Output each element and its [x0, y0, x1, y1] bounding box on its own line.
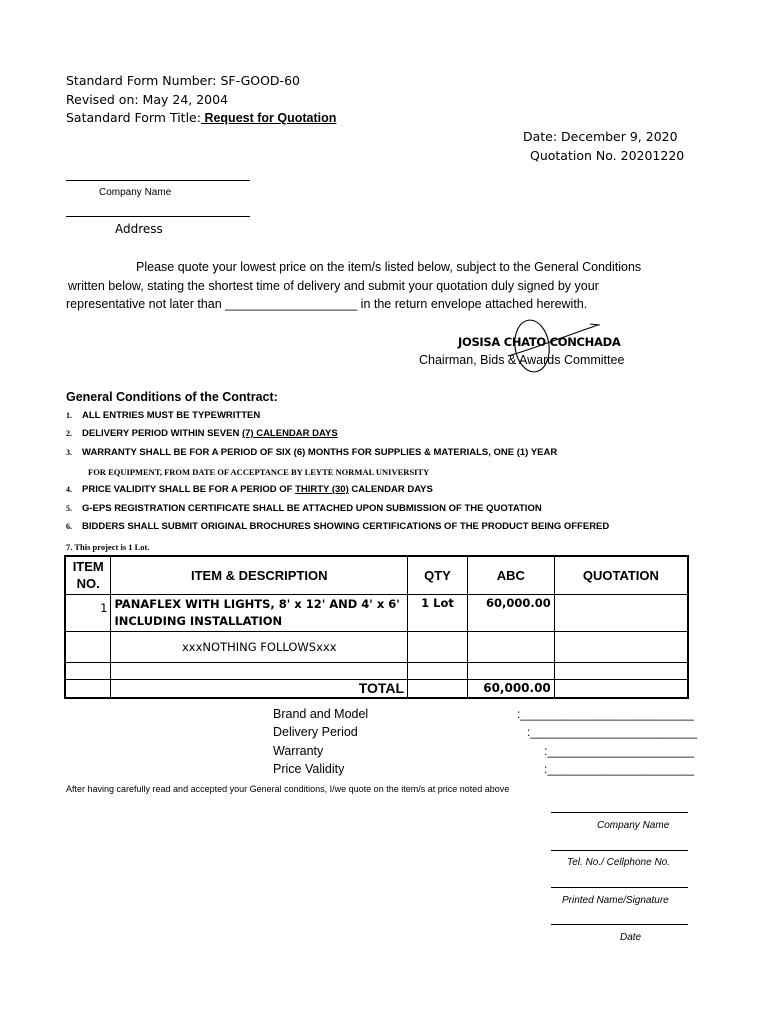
- row-abc: 60,000.00: [467, 594, 554, 631]
- condition-1: 1. ALL ENTRIES MUST BE TYPEWRITTEN: [66, 410, 261, 421]
- intro-line-2: written below, stating the shortest time of delivery and submit your quotation duly signed by your: [68, 279, 599, 293]
- intro-line-1: Please quote your lowest price on the item/s listed below, subject to the General Conditions: [136, 260, 642, 274]
- term-brand-label: Brand and Model: [273, 707, 369, 721]
- condition-3-continued: FOR EQUIPMENT, FROM DATE OF ACCEPTANCE BY LEYTE NORMAL UNIVERSITY: [88, 467, 430, 477]
- company-name-line: [66, 180, 250, 181]
- term-brand-line[interactable]: :__________________________: [517, 707, 694, 721]
- total-value: 60,000.00: [467, 679, 554, 698]
- total-label: TOTAL: [111, 679, 408, 698]
- items-table: [64, 555, 689, 699]
- condition-4: 4. PRICE VALIDITY SHALL BE FOR A PERIOD OF THIRTY (30) CALENDAR DAYS: [66, 484, 433, 495]
- row-item-no: 1: [65, 594, 111, 631]
- row-qty: 1 Lot: [408, 594, 468, 631]
- intro-line-3: representative not later than ___________________ in the return envelope attached herewith.: [66, 297, 588, 311]
- address-line: [66, 216, 250, 217]
- signatory-title: Chairman, Bids & Awards Committee: [419, 353, 625, 367]
- term-delivery-label: Delivery Period: [273, 725, 358, 739]
- term-validity-label: Price Validity: [273, 762, 345, 776]
- sign-printed-name-label: Printed Name/Signature: [562, 895, 669, 906]
- quotation-number: Quotation No. 20201220: [530, 148, 685, 163]
- condition-3: 3. WARRANTY SHALL BE FOR A PERIOD OF SIX (6) MONTHS FOR SUPPLIES & MATERIALS, ONE (1) YEAR: [66, 447, 558, 458]
- header-quotation: QUOTATION: [554, 556, 688, 594]
- nothing-follows-text: xxxNOTHING FOLLOWSxxx: [111, 631, 408, 662]
- table-total-row: [65, 679, 688, 698]
- table-header-row: [65, 556, 688, 594]
- date-sign-line[interactable]: [551, 924, 688, 925]
- row-quotation[interactable]: [554, 594, 688, 631]
- lot-note: 7. This project is 1 Lot.: [66, 542, 150, 552]
- sign-date-label: Date: [620, 932, 642, 943]
- term-warranty-label: Warranty: [273, 744, 324, 758]
- condition-2: 2. DELIVERY PERIOD WITHIN SEVEN (7) CALENDAR DAYS: [66, 428, 338, 439]
- header-description: ITEM & DESCRIPTION: [111, 556, 408, 594]
- address-label: Address: [115, 222, 163, 236]
- conditions-heading: General Conditions of the Contract:: [66, 390, 278, 404]
- form-title-line: [66, 110, 336, 125]
- printed-name-sign-line[interactable]: [551, 887, 688, 888]
- header-qty: QTY: [408, 556, 468, 594]
- table-row-nothing-follows: [65, 631, 688, 662]
- header-item-no: ITEM NO.: [65, 556, 111, 594]
- condition-5: 5. G-EPS REGISTRATION CERTIFICATE SHALL BE ATTACHED UPON SUBMISSION OF THE QUOTATION: [66, 503, 542, 514]
- signatory-name: JOSISA CHATO CONCHADA: [458, 335, 621, 349]
- term-warranty-line[interactable]: :______________________: [544, 744, 695, 758]
- form-title: Request for Quotation: [200, 111, 337, 125]
- acceptance-statement: After having carefully read and accepted your General conditions, I/we quote on the item/s at price noted above: [66, 784, 510, 794]
- term-validity-line[interactable]: :______________________: [544, 762, 695, 776]
- table-row-empty: [65, 662, 688, 679]
- form-title-prefix: Satandard Form Title:: [66, 110, 201, 125]
- term-delivery-line[interactable]: :_________________________: [527, 725, 698, 739]
- header-abc: ABC: [467, 556, 554, 594]
- company-name-sign-line[interactable]: [551, 812, 688, 813]
- form-number: Standard Form Number: SF-GOOD-60: [66, 73, 300, 88]
- sign-tel-label: Tel. No./ Cellphone No.: [567, 857, 671, 868]
- sign-company-name-label: Company Name: [597, 820, 670, 831]
- company-name-label: Company Name: [99, 187, 172, 198]
- document-date: Date: December 9, 2020: [523, 129, 678, 144]
- table-row: [65, 594, 688, 631]
- revised-date: Revised on: May 24, 2004: [66, 92, 229, 107]
- condition-6: 6. BIDDERS SHALL SUBMIT ORIGINAL BROCHURES SHOWING CERTIFICATIONS OF THE PRODUCT BEING OFFERED: [66, 521, 610, 532]
- row-description: PANAFLEX WITH LIGHTS, 8' x 12' AND 4' x 6' INCLUDING INSTALLATION: [111, 594, 408, 631]
- tel-sign-line[interactable]: [551, 850, 688, 851]
